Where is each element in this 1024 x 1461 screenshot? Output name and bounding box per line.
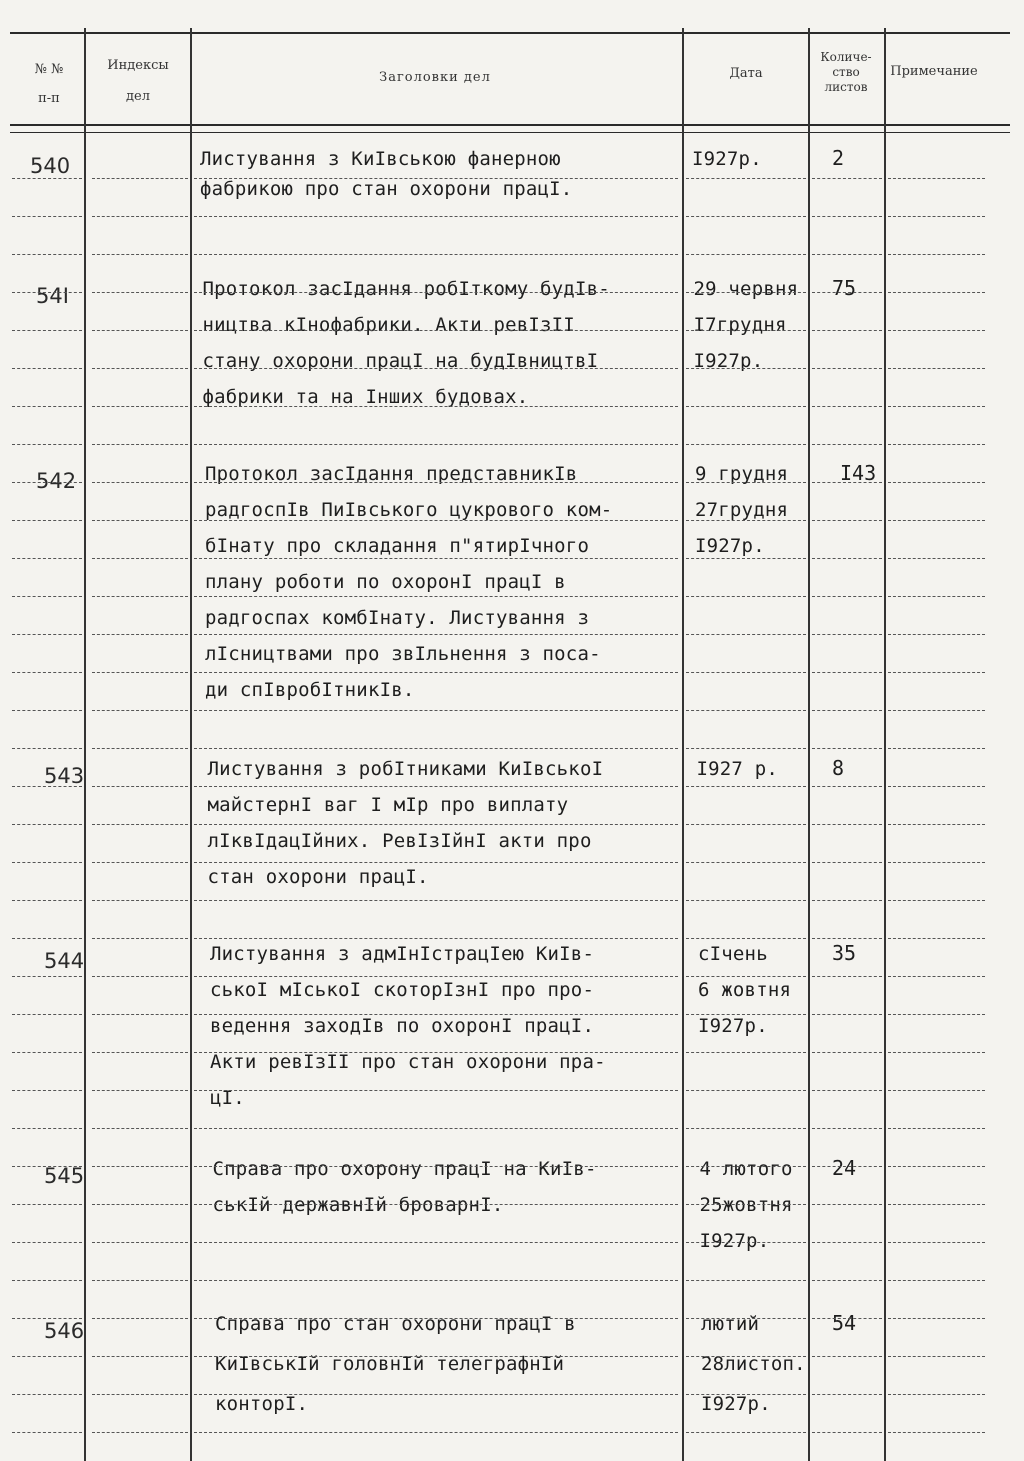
ruling-dash <box>686 900 806 901</box>
ruling-dash <box>812 178 882 179</box>
ruling-dash <box>92 1204 188 1205</box>
ruling-dash <box>92 672 188 673</box>
row-title-line: плану роботи по охоронI працI в <box>205 571 566 593</box>
row-title-line: ведення заходIв по охоронI працI. <box>210 1015 595 1037</box>
ruling-dash <box>888 444 985 445</box>
row-title-line: радгоспах комбIнату. Листування з <box>205 607 590 629</box>
ruling-dash <box>12 596 82 597</box>
ruling-dash <box>812 1166 882 1167</box>
ruling-dash <box>194 976 678 977</box>
row-date-line: 25жовтня <box>699 1194 793 1216</box>
row-title-line: фабрикою про стан охорони працI. <box>200 178 573 200</box>
ruling-dash <box>92 1318 188 1319</box>
ruling-dash <box>194 444 678 445</box>
ruling-dash <box>888 900 985 901</box>
ruling-dash <box>12 558 82 559</box>
row-title-line: радгоспIв ПиIвського цукрового ком- <box>205 499 613 521</box>
ruling-dash <box>194 178 678 179</box>
ruling-dash <box>812 1052 882 1053</box>
row-number: 542 <box>36 469 77 493</box>
ruling-dash <box>194 824 678 825</box>
ruling-dash <box>194 558 678 559</box>
ruling-dash <box>812 1242 882 1243</box>
ruling-dash <box>888 406 985 407</box>
header-top-rule <box>10 32 1010 34</box>
ruling-dash <box>12 748 82 749</box>
ruling-dash <box>686 1394 806 1395</box>
ruling-dash <box>686 634 806 635</box>
row-title-line: фабрики та на Iнших будовах. <box>202 386 529 408</box>
ruling-dash <box>812 444 882 445</box>
ruling-dash <box>12 178 82 179</box>
row-title-line: Протокол засIдання робIткому будIв- <box>202 278 610 300</box>
ruling-dash <box>888 368 985 369</box>
ruling-dash <box>12 1166 82 1167</box>
ruling-dash <box>812 1394 882 1395</box>
ruling-dash <box>12 292 82 293</box>
ruling-dash <box>686 330 806 331</box>
column-rule-2 <box>190 28 192 1461</box>
ruling-dash <box>888 482 985 483</box>
row-title-line: конторI. <box>215 1393 309 1415</box>
ruling-dash <box>92 482 188 483</box>
ruling-dash <box>194 1052 678 1053</box>
column-rule-3 <box>682 28 684 1461</box>
header-number-line1: № № <box>34 62 64 77</box>
row-title-line: Справа про стан охорони працI в <box>215 1313 576 1335</box>
row-title-line: цI. <box>210 1087 245 1109</box>
ruling-dash <box>812 520 882 521</box>
ruling-dash <box>812 254 882 255</box>
row-date-line: 29 червня <box>693 278 799 300</box>
ruling-dash <box>812 216 882 217</box>
ruling-dash <box>888 862 985 863</box>
row-title-line: стан охорони працI. <box>207 866 429 888</box>
ruling-dash <box>194 368 678 369</box>
ruling-dash <box>812 292 882 293</box>
row-title-line: Листування з КиIвською фанерною <box>200 148 561 170</box>
ruling-dash <box>812 1204 882 1205</box>
ruling-dash <box>12 254 82 255</box>
row-title-line: майстернI ваг I мIр про виплату <box>207 794 569 816</box>
header-index-line2: дел <box>126 89 150 104</box>
ruling-dash <box>92 938 188 939</box>
header-number <box>14 62 84 106</box>
ruling-dash <box>12 710 82 711</box>
row-title-line: ди спIвробIтникIв. <box>205 679 415 701</box>
row-sheets-count: 35 <box>832 941 857 965</box>
ruling-dash <box>686 292 806 293</box>
ruling-dash <box>812 406 882 407</box>
ruling-dash <box>686 1280 806 1281</box>
row-title-line: стану охорони працI на будIвництвI <box>202 350 599 372</box>
row-date-line: сIчень <box>698 943 768 965</box>
header-bottom-rule <box>10 124 1010 126</box>
ruling-dash <box>194 406 678 407</box>
ruling-dash <box>888 1014 985 1015</box>
row-date-line: 27грудня <box>695 499 789 521</box>
ruling-dash <box>12 406 82 407</box>
ruling-dash <box>12 1432 82 1433</box>
ruling-dash <box>686 938 806 939</box>
ruling-dash <box>888 178 985 179</box>
ruling-dash <box>888 1204 985 1205</box>
row-date-line: 6 жовтня <box>698 979 792 1001</box>
ruling-dash <box>194 1242 678 1243</box>
header-bottom-rule-2 <box>10 132 1010 133</box>
ruling-dash <box>92 178 188 179</box>
ruling-dash <box>888 634 985 635</box>
header-number-line2: п-п <box>38 91 60 106</box>
ruling-dash <box>812 824 882 825</box>
column-rule-5 <box>884 28 886 1461</box>
ruling-dash <box>888 748 985 749</box>
ruling-dash <box>194 1394 678 1395</box>
ruling-dash <box>888 824 985 825</box>
ruling-dash <box>812 672 882 673</box>
ruling-dash <box>12 976 82 977</box>
ruling-dash <box>812 710 882 711</box>
ruling-dash <box>12 938 82 939</box>
row-date-line: I927р. <box>692 148 762 170</box>
ruling-dash <box>92 976 188 977</box>
row-title-line: бIнату про складання п"ятирIчного <box>205 535 590 557</box>
ruling-dash <box>194 786 678 787</box>
ruling-dash <box>12 1280 82 1281</box>
ruling-dash <box>92 710 188 711</box>
ruling-dash <box>812 900 882 901</box>
ruling-dash <box>812 1318 882 1319</box>
ruling-dash <box>888 1318 985 1319</box>
ruling-dash <box>686 482 806 483</box>
ruling-dash <box>92 786 188 787</box>
ruling-dash <box>12 330 82 331</box>
ruling-dash <box>888 1128 985 1129</box>
ruling-dash <box>194 710 678 711</box>
ruling-dash <box>686 596 806 597</box>
row-sheets-count: 2 <box>832 146 845 170</box>
ruling-dash <box>812 1014 882 1015</box>
ruling-dash <box>888 710 985 711</box>
row-number: 540 <box>30 154 71 178</box>
ruling-dash <box>12 520 82 521</box>
row-date-line: 28листоп. <box>701 1353 806 1375</box>
ruling-dash <box>194 254 678 255</box>
ruling-dash <box>12 216 82 217</box>
ruling-dash <box>12 1052 82 1053</box>
row-title-line: Листування з адмIнIстрацIею КиIв- <box>210 943 595 965</box>
ruling-dash <box>92 254 188 255</box>
ruling-dash <box>194 216 678 217</box>
ruling-dash <box>686 1318 806 1319</box>
row-sheets-count: 75 <box>832 276 857 300</box>
ruling-dash <box>194 672 678 673</box>
ruling-dash <box>686 1204 806 1205</box>
ruling-dash <box>888 1052 985 1053</box>
ruling-dash <box>12 1356 82 1357</box>
ruling-dash <box>12 634 82 635</box>
row-number: 544 <box>44 949 85 973</box>
ruling-dash <box>686 406 806 407</box>
ruling-dash <box>888 1356 985 1357</box>
header-index-line1: Индексы <box>107 58 169 73</box>
row-date-line: 9 грудня <box>695 463 789 485</box>
row-title-line: лIсництвами про звIльнення з поса- <box>205 643 601 665</box>
ruling-dash <box>92 558 188 559</box>
row-title-line: КиIвськIй головнIй телеграфнIй <box>215 1353 565 1375</box>
row-date-line: I927р. <box>699 1230 770 1252</box>
ruling-dash <box>12 1014 82 1015</box>
ruling-dash <box>812 862 882 863</box>
ruling-dash <box>92 1242 188 1243</box>
column-rule-1 <box>84 28 86 1461</box>
ruling-dash <box>92 1052 188 1053</box>
ruling-dash <box>92 406 188 407</box>
ruling-dash <box>12 1090 82 1091</box>
ruling-dash <box>686 216 806 217</box>
ruling-dash <box>194 1356 678 1357</box>
ruling-dash <box>92 1090 188 1091</box>
ruling-dash <box>194 482 678 483</box>
row-sheets-count: I43 <box>840 461 877 485</box>
header-sheets-line3: листов <box>824 80 868 94</box>
ruling-dash <box>92 330 188 331</box>
ruling-dash <box>888 1394 985 1395</box>
ruling-dash <box>888 596 985 597</box>
ruling-dash <box>686 1166 806 1167</box>
ruling-dash <box>686 1052 806 1053</box>
ruling-dash <box>92 292 188 293</box>
ruling-dash <box>686 1014 806 1015</box>
ruling-dash <box>888 1432 985 1433</box>
ruling-dash <box>812 596 882 597</box>
ruling-dash <box>12 786 82 787</box>
ruling-dash <box>686 178 806 179</box>
ruling-dash <box>686 976 806 977</box>
ruling-dash <box>92 1394 188 1395</box>
ruling-dash <box>812 482 882 483</box>
row-title-line: Справа про охорону працI на КиIв- <box>212 1158 597 1180</box>
ruling-dash <box>194 1204 678 1205</box>
ruling-dash <box>92 748 188 749</box>
row-title-line: Протокол засIдання представникIв <box>205 463 578 485</box>
ruling-dash <box>812 1280 882 1281</box>
ruling-dash <box>92 216 188 217</box>
row-number: 543 <box>44 764 85 788</box>
row-title-line: лIквIдацIйних. РевIзIйнI акти про <box>207 830 592 852</box>
row-date-line: I927р. <box>693 350 764 372</box>
ruling-dash <box>92 1280 188 1281</box>
row-number: 545 <box>44 1164 85 1188</box>
ruling-dash <box>686 1356 806 1357</box>
header-sheets-line1: Количе- <box>820 50 872 64</box>
ruling-dash <box>194 634 678 635</box>
ruling-dash <box>12 1242 82 1243</box>
ruling-dash <box>92 824 188 825</box>
ruling-dash <box>812 330 882 331</box>
row-date-line: 4 лютого <box>699 1158 793 1180</box>
row-date-line: I927р. <box>701 1393 771 1415</box>
ruling-dash <box>812 368 882 369</box>
ruling-dash <box>92 596 188 597</box>
ruling-dash <box>686 748 806 749</box>
ruling-dash <box>812 786 882 787</box>
ruling-dash <box>686 254 806 255</box>
ruling-dash <box>888 1090 985 1091</box>
ruling-dash <box>12 444 82 445</box>
ruling-dash <box>812 1128 882 1129</box>
header-notes: Примечание <box>890 64 978 79</box>
ruling-dash <box>92 900 188 901</box>
ruling-dash <box>812 938 882 939</box>
ruling-dash <box>194 1432 678 1433</box>
ruling-dash <box>888 254 985 255</box>
row-date-line: I927 р. <box>696 758 778 780</box>
ruling-dash <box>12 862 82 863</box>
ruling-dash <box>92 1432 188 1433</box>
row-title-line: Листування з робIтниками КиIвськоI <box>207 758 604 780</box>
ruling-dash <box>92 634 188 635</box>
ruling-dash <box>812 1356 882 1357</box>
ruling-dash <box>194 862 678 863</box>
ruling-dash <box>812 748 882 749</box>
ruling-dash <box>194 596 678 597</box>
row-date-line: I7грудня <box>693 314 787 336</box>
ruling-dash <box>686 1128 806 1129</box>
ruling-dash <box>888 786 985 787</box>
ruling-dash <box>194 292 678 293</box>
ruling-dash <box>12 1128 82 1129</box>
header-date: Дата <box>729 66 763 81</box>
ruling-dash <box>888 292 985 293</box>
ruling-dash <box>686 1242 806 1243</box>
ruling-dash <box>812 1432 882 1433</box>
row-sheets-count: 24 <box>832 1156 857 1180</box>
row-date-line: лютий <box>701 1313 760 1335</box>
ruling-dash <box>92 368 188 369</box>
ruling-dash <box>12 482 82 483</box>
ruling-dash <box>888 976 985 977</box>
ruling-dash <box>92 862 188 863</box>
ruling-dash <box>92 1356 188 1357</box>
row-date-line: I927р. <box>695 535 765 557</box>
ruling-dash <box>812 558 882 559</box>
ruling-dash <box>686 368 806 369</box>
ruling-dash <box>888 1280 985 1281</box>
ruling-dash <box>686 1090 806 1091</box>
header-sheets <box>808 50 884 95</box>
header-titles: Заголовки дел <box>379 70 491 85</box>
ruling-dash <box>194 900 678 901</box>
row-number: 54I <box>36 284 69 308</box>
ruling-dash <box>686 558 806 559</box>
ruling-dash <box>888 1166 985 1167</box>
ruling-dash <box>194 1166 678 1167</box>
ruling-dash <box>686 824 806 825</box>
ruling-dash <box>92 444 188 445</box>
ruling-dash <box>12 824 82 825</box>
header-index <box>90 58 186 104</box>
ruling-dash <box>686 444 806 445</box>
ruling-dash <box>888 558 985 559</box>
row-title-line: Акти ревIзII про стан охорони пра- <box>210 1051 606 1073</box>
ruling-dash <box>12 672 82 673</box>
ruling-dash <box>686 786 806 787</box>
ruling-dash <box>888 1242 985 1243</box>
ruling-dash <box>686 672 806 673</box>
ruling-dash <box>194 938 678 939</box>
ruling-dash <box>686 520 806 521</box>
ruling-dash <box>686 710 806 711</box>
ruling-dash <box>888 330 985 331</box>
ruling-dash <box>812 634 882 635</box>
ruling-dash <box>92 520 188 521</box>
ruling-dash <box>194 1090 678 1091</box>
ruling-dash <box>812 1090 882 1091</box>
row-title-line: ськIй державнIй броварнI. <box>212 1194 504 1216</box>
ruling-dash <box>92 1014 188 1015</box>
ruling-dash <box>12 368 82 369</box>
ruling-dash <box>686 1432 806 1433</box>
ruling-dash <box>92 1166 188 1167</box>
ruling-dash <box>888 520 985 521</box>
column-rule-4 <box>808 28 810 1461</box>
ruling-dash <box>194 1014 678 1015</box>
row-title-line: ництва кIнофабрики. Акти ревIзII <box>202 314 575 336</box>
ruling-dash <box>92 1128 188 1129</box>
ruling-dash <box>194 330 678 331</box>
ruling-dash <box>12 1204 82 1205</box>
ruling-dash <box>12 1318 82 1319</box>
row-title-line: ськоI мIськоI скоторIзнI про про- <box>210 979 595 1001</box>
ruling-dash <box>194 1280 678 1281</box>
ruling-dash <box>888 216 985 217</box>
row-number: 546 <box>44 1319 85 1343</box>
ruling-dash <box>194 1128 678 1129</box>
ruling-dash <box>194 1318 678 1319</box>
ruling-dash <box>686 862 806 863</box>
ruling-dash <box>888 672 985 673</box>
row-sheets-count: 8 <box>832 756 845 780</box>
header-sheets-line2: ство <box>832 65 860 79</box>
row-date-line: I927р. <box>698 1015 768 1037</box>
row-sheets-count: 54 <box>832 1311 857 1335</box>
ruling-dash <box>12 1394 82 1395</box>
ruling-dash <box>812 976 882 977</box>
ruling-dash <box>194 748 678 749</box>
ruling-dash <box>12 900 82 901</box>
ruling-dash <box>194 520 678 521</box>
ruling-dash <box>888 938 985 939</box>
